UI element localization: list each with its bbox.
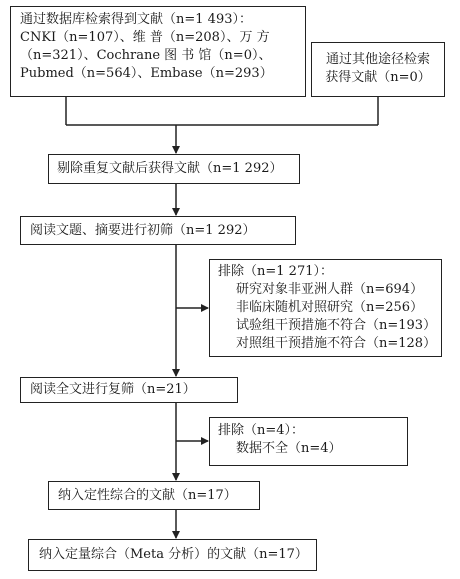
dedup-box	[48, 154, 300, 184]
title-abstract-screen-box	[20, 216, 296, 245]
db-search-line-4: Pubmed（n=564）、Embase（n=293）	[20, 66, 273, 81]
excluded-1-title: 排除（n=1 271）：	[218, 264, 333, 279]
excluded-1-item: 研究对象非亚洲人群（n=694）	[236, 282, 424, 297]
excluded-box-2	[209, 417, 408, 466]
fulltext-screen-label: 阅读全文进行复筛（n=21）	[30, 382, 196, 397]
qualitative-synthesis-label: 纳入定性综合的文献（n=17）	[58, 488, 237, 503]
other-sources-line-2: 获得文献（n=0）	[325, 70, 431, 85]
qualitative-synthesis-box	[48, 481, 260, 510]
excluded-box-1	[209, 259, 442, 357]
quantitative-synthesis-label: 纳入定量综合（Meta 分析）的文献（n=17）	[39, 547, 308, 562]
excluded-2-item: 数据不全（n=4）	[236, 441, 342, 456]
quantitative-synthesis-box	[28, 539, 317, 571]
other-sources-box	[311, 42, 445, 97]
dedup-label: 剔除重复文献后获得文献（n=1 292）	[57, 161, 283, 176]
db-search-box	[10, 6, 306, 97]
excluded-1-item: 试验组干预措施不符合（n=193）	[236, 318, 437, 333]
db-search-line-3: （n=321）、Cochrane 图 书 馆（n=0）、	[20, 48, 272, 63]
excluded-1-item: 非临床随机对照研究（n=256）	[236, 300, 424, 315]
fulltext-screen-box	[20, 377, 238, 403]
db-search-line-2: CNKI（n=107）、维 普（n=208）、万 方	[20, 30, 270, 45]
excluded-1-item: 对照组干预措施不符合（n=128）	[236, 336, 437, 351]
title-abstract-screen-label: 阅读文题、摘要进行初筛（n=1 292）	[30, 223, 256, 238]
db-search-line-1: 通过数据库检索得到文献（n=1 493）：	[20, 12, 252, 27]
other-sources-line-1: 通过其他途径检索	[325, 52, 430, 67]
excluded-2-title: 排除（n=4）：	[218, 423, 305, 438]
